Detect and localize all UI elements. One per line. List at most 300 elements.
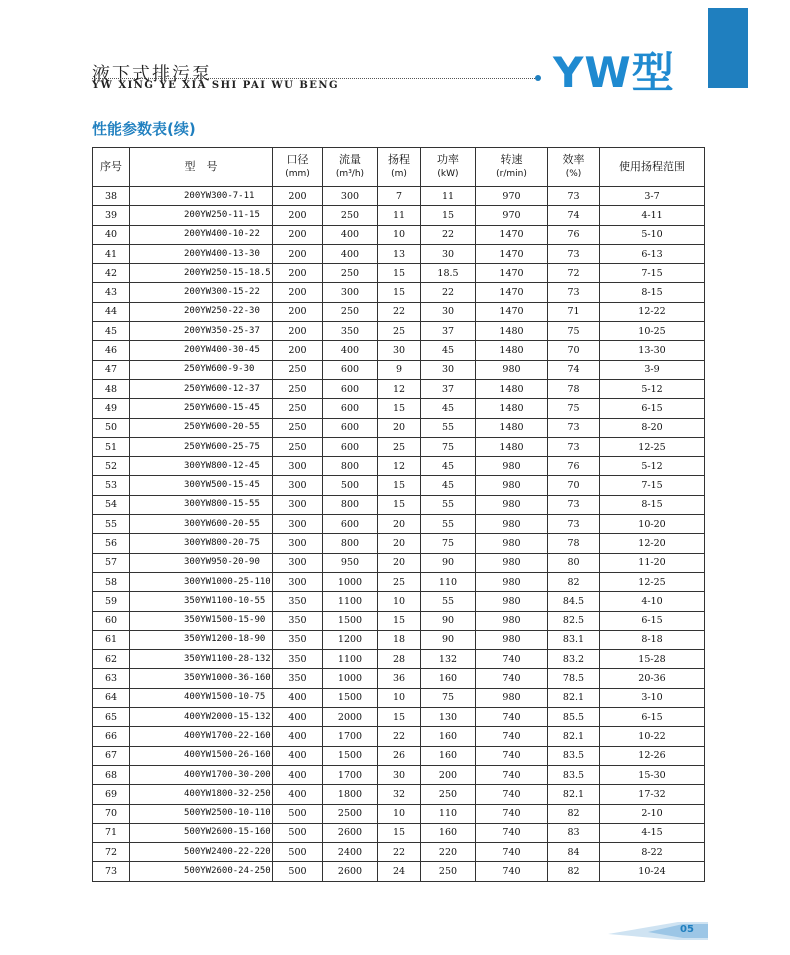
table-cell: 83.2 bbox=[548, 650, 600, 669]
table-cell: 11-20 bbox=[600, 553, 705, 572]
table-cell: 83.5 bbox=[548, 746, 600, 765]
table-cell: 740 bbox=[476, 823, 548, 842]
table-cell: 300YW800-20-75 bbox=[130, 534, 273, 553]
table-cell: 740 bbox=[476, 785, 548, 804]
table-cell: 740 bbox=[476, 843, 548, 862]
table-cell: 1000 bbox=[323, 572, 378, 591]
table-cell: 500 bbox=[273, 862, 323, 881]
table-cell: 980 bbox=[476, 360, 548, 379]
table-cell: 15 bbox=[378, 708, 421, 727]
table-cell: 300 bbox=[273, 534, 323, 553]
table-cell: 740 bbox=[476, 804, 548, 823]
table-cell: 40 bbox=[93, 225, 130, 244]
table-cell: 1470 bbox=[476, 302, 548, 321]
table-cell: 68 bbox=[93, 765, 130, 784]
table-cell: 5-12 bbox=[600, 457, 705, 476]
table-cell: 2600 bbox=[323, 823, 378, 842]
table-cell: 600 bbox=[323, 379, 378, 398]
table-cell: 41 bbox=[93, 244, 130, 263]
table-cell: 25 bbox=[378, 437, 421, 456]
table-cell: 46 bbox=[93, 341, 130, 360]
column-header bbox=[130, 148, 273, 187]
table-cell: 250 bbox=[273, 399, 323, 418]
table-cell: 3-7 bbox=[600, 187, 705, 206]
column-header-label: 流量 bbox=[339, 153, 361, 166]
table-cell: 20 bbox=[378, 534, 421, 553]
table-cell: 24 bbox=[378, 862, 421, 881]
table-cell: 2-10 bbox=[600, 804, 705, 823]
table-cell: 1480 bbox=[476, 437, 548, 456]
table-cell: 82.1 bbox=[548, 785, 600, 804]
table-cell: 250YW600-15-45 bbox=[130, 399, 273, 418]
table-cell: 1500 bbox=[323, 611, 378, 630]
table-cell: 970 bbox=[476, 187, 548, 206]
column-header-unit: (r/min) bbox=[496, 169, 527, 179]
table-cell: 83 bbox=[548, 823, 600, 842]
table-cell: 250 bbox=[273, 418, 323, 437]
table-cell: 70 bbox=[93, 804, 130, 823]
table-cell: 200 bbox=[273, 225, 323, 244]
table-cell: 500 bbox=[273, 804, 323, 823]
table-cell: 43 bbox=[93, 283, 130, 302]
table-cell: 980 bbox=[476, 476, 548, 495]
table-cell: 250 bbox=[273, 437, 323, 456]
table-cell: 400 bbox=[273, 746, 323, 765]
table-cell: 74 bbox=[548, 206, 600, 225]
table-cell: 300YW800-15-55 bbox=[130, 495, 273, 514]
table-cell: 4-10 bbox=[600, 592, 705, 611]
table-cell: 73 bbox=[548, 437, 600, 456]
table-row bbox=[93, 476, 705, 495]
table-cell: 350YW1500-15-90 bbox=[130, 611, 273, 630]
table-cell: 4-15 bbox=[600, 823, 705, 842]
table-cell: 70 bbox=[548, 476, 600, 495]
table-cell: 980 bbox=[476, 592, 548, 611]
table-cell: 71 bbox=[548, 302, 600, 321]
table-cell: 12-22 bbox=[600, 302, 705, 321]
column-header bbox=[378, 148, 421, 187]
table-cell: 1700 bbox=[323, 727, 378, 746]
table-cell: 48 bbox=[93, 379, 130, 398]
table-cell: 59 bbox=[93, 592, 130, 611]
table-cell: 200 bbox=[273, 341, 323, 360]
table-cell: 90 bbox=[421, 611, 476, 630]
table-cell: 3-10 bbox=[600, 688, 705, 707]
table-cell: 400YW1700-30-200 bbox=[130, 765, 273, 784]
column-header-unit: (mm) bbox=[285, 169, 310, 179]
performance-table bbox=[92, 147, 705, 882]
table-cell: 250YW600-9-30 bbox=[130, 360, 273, 379]
table-cell: 44 bbox=[93, 302, 130, 321]
table-cell: 600 bbox=[323, 360, 378, 379]
table-cell: 1480 bbox=[476, 418, 548, 437]
table-cell: 980 bbox=[476, 611, 548, 630]
table-cell: 75 bbox=[421, 688, 476, 707]
table-row bbox=[93, 495, 705, 514]
table-cell: 13-30 bbox=[600, 341, 705, 360]
table-row bbox=[93, 379, 705, 398]
table-cell: 350 bbox=[273, 630, 323, 649]
table-cell: 740 bbox=[476, 650, 548, 669]
table-cell: 400 bbox=[273, 708, 323, 727]
table-cell: 2400 bbox=[323, 843, 378, 862]
table-cell: 72 bbox=[548, 264, 600, 283]
table-cell: 20-36 bbox=[600, 669, 705, 688]
table-cell: 70 bbox=[548, 341, 600, 360]
table-cell: 15 bbox=[378, 611, 421, 630]
table-cell: 980 bbox=[476, 457, 548, 476]
column-header-unit: (kW) bbox=[437, 169, 459, 179]
table-cell: 1700 bbox=[323, 765, 378, 784]
table-cell: 12-20 bbox=[600, 534, 705, 553]
table-cell: 90 bbox=[421, 630, 476, 649]
table-cell: 7-15 bbox=[600, 476, 705, 495]
table-cell: 300YW600-20-55 bbox=[130, 515, 273, 534]
table-cell: 6-15 bbox=[600, 399, 705, 418]
table-cell: 8-15 bbox=[600, 283, 705, 302]
table-cell: 61 bbox=[93, 630, 130, 649]
table-cell: 500 bbox=[323, 476, 378, 495]
table-cell: 37 bbox=[421, 322, 476, 341]
table-cell: 10-22 bbox=[600, 727, 705, 746]
table-cell: 160 bbox=[421, 727, 476, 746]
table-cell: 600 bbox=[323, 399, 378, 418]
table-cell: 200 bbox=[273, 322, 323, 341]
table-cell: 400 bbox=[273, 727, 323, 746]
decorative-side-bar bbox=[708, 8, 748, 88]
table-cell: 350YW1200-18-90 bbox=[130, 630, 273, 649]
table-cell: 300 bbox=[323, 187, 378, 206]
table-cell: 350 bbox=[323, 322, 378, 341]
table-cell: 83.1 bbox=[548, 630, 600, 649]
page-number: 05 bbox=[680, 924, 694, 935]
column-header bbox=[476, 148, 548, 187]
column-header-label: 使用扬程范围 bbox=[619, 160, 685, 173]
table-row bbox=[93, 322, 705, 341]
table-row bbox=[93, 688, 705, 707]
table-cell: 200YW350-25-37 bbox=[130, 322, 273, 341]
table-cell: 75 bbox=[548, 399, 600, 418]
table-row bbox=[93, 187, 705, 206]
type-mark: YW型 bbox=[553, 48, 675, 97]
table-cell: 200 bbox=[273, 264, 323, 283]
table-cell: 45 bbox=[421, 457, 476, 476]
table-cell: 200YW250-11-15 bbox=[130, 206, 273, 225]
table-cell: 1200 bbox=[323, 630, 378, 649]
column-header-label: 功率 bbox=[437, 153, 459, 166]
table-cell: 73 bbox=[548, 283, 600, 302]
table-body bbox=[93, 187, 705, 882]
table-cell: 10 bbox=[378, 225, 421, 244]
table-cell: 18 bbox=[378, 630, 421, 649]
table-cell: 980 bbox=[476, 495, 548, 514]
table-cell: 1470 bbox=[476, 283, 548, 302]
table-cell: 60 bbox=[93, 611, 130, 630]
table-cell: 7 bbox=[378, 187, 421, 206]
table-cell: 800 bbox=[323, 495, 378, 514]
table-row bbox=[93, 283, 705, 302]
table-cell: 110 bbox=[421, 804, 476, 823]
table-cell: 75 bbox=[421, 534, 476, 553]
table-cell: 250 bbox=[323, 302, 378, 321]
table-cell: 160 bbox=[421, 669, 476, 688]
column-header-label: 扬程 bbox=[388, 153, 410, 166]
table-cell: 76 bbox=[548, 457, 600, 476]
table-cell: 800 bbox=[323, 457, 378, 476]
table-cell: 15 bbox=[378, 264, 421, 283]
table-cell: 22 bbox=[378, 302, 421, 321]
table-row bbox=[93, 515, 705, 534]
table-cell: 200YW300-7-11 bbox=[130, 187, 273, 206]
table-cell: 82.5 bbox=[548, 611, 600, 630]
column-header bbox=[93, 148, 130, 187]
table-cell: 54 bbox=[93, 495, 130, 514]
table-cell: 300YW950-20-90 bbox=[130, 553, 273, 572]
table-cell: 1480 bbox=[476, 322, 548, 341]
table-cell: 71 bbox=[93, 823, 130, 842]
table-cell: 250 bbox=[273, 379, 323, 398]
table-row bbox=[93, 553, 705, 572]
table-cell: 8-18 bbox=[600, 630, 705, 649]
table-cell: 78.5 bbox=[548, 669, 600, 688]
table-cell: 1480 bbox=[476, 379, 548, 398]
table-row bbox=[93, 669, 705, 688]
table-cell: 250 bbox=[421, 862, 476, 881]
table-cell: 740 bbox=[476, 708, 548, 727]
table-cell: 30 bbox=[378, 341, 421, 360]
table-cell: 47 bbox=[93, 360, 130, 379]
table-cell: 800 bbox=[323, 534, 378, 553]
table-cell: 83.5 bbox=[548, 765, 600, 784]
table-cell: 500YW2600-24-250 bbox=[130, 862, 273, 881]
table-cell: 78 bbox=[548, 379, 600, 398]
table-row bbox=[93, 804, 705, 823]
table-cell: 15-28 bbox=[600, 650, 705, 669]
table-cell: 600 bbox=[323, 515, 378, 534]
table-row bbox=[93, 437, 705, 456]
table-cell: 90 bbox=[421, 553, 476, 572]
table-cell: 15 bbox=[378, 283, 421, 302]
table-row bbox=[93, 823, 705, 842]
table-cell: 160 bbox=[421, 823, 476, 842]
column-header bbox=[548, 148, 600, 187]
table-cell: 57 bbox=[93, 553, 130, 572]
table-cell: 200YW400-13-30 bbox=[130, 244, 273, 263]
table-cell: 980 bbox=[476, 515, 548, 534]
table-cell: 82 bbox=[548, 862, 600, 881]
table-row bbox=[93, 630, 705, 649]
table-cell: 20 bbox=[378, 418, 421, 437]
table-cell: 130 bbox=[421, 708, 476, 727]
table-cell: 82.1 bbox=[548, 688, 600, 707]
table-row bbox=[93, 650, 705, 669]
table-cell: 250YW600-12-37 bbox=[130, 379, 273, 398]
table-cell: 350YW1100-28-132 bbox=[130, 650, 273, 669]
header-row bbox=[93, 148, 705, 187]
table-cell: 500YW2500-10-110 bbox=[130, 804, 273, 823]
table-cell: 85.5 bbox=[548, 708, 600, 727]
table-cell: 980 bbox=[476, 572, 548, 591]
table-cell: 50 bbox=[93, 418, 130, 437]
table-cell: 1480 bbox=[476, 399, 548, 418]
column-header-unit: (%) bbox=[565, 169, 582, 179]
table-cell: 8-20 bbox=[600, 418, 705, 437]
table-cell: 11 bbox=[378, 206, 421, 225]
table-cell: 300 bbox=[273, 457, 323, 476]
table-cell: 400 bbox=[323, 225, 378, 244]
table-cell: 300 bbox=[273, 515, 323, 534]
table-cell: 300 bbox=[273, 476, 323, 495]
table-cell: 1500 bbox=[323, 688, 378, 707]
divider-dot bbox=[535, 75, 541, 81]
table-cell: 78 bbox=[548, 534, 600, 553]
table-cell: 400YW1500-26-160 bbox=[130, 746, 273, 765]
table-cell: 980 bbox=[476, 534, 548, 553]
table-row bbox=[93, 302, 705, 321]
table-cell: 500YW2600-15-160 bbox=[130, 823, 273, 842]
table-cell: 400YW1700-22-160 bbox=[130, 727, 273, 746]
table-row bbox=[93, 843, 705, 862]
table-cell: 600 bbox=[323, 418, 378, 437]
table-cell: 20 bbox=[378, 553, 421, 572]
table-cell: 58 bbox=[93, 572, 130, 591]
table-cell: 55 bbox=[421, 515, 476, 534]
table-cell: 39 bbox=[93, 206, 130, 225]
table-cell: 250YW600-20-55 bbox=[130, 418, 273, 437]
table-cell: 45 bbox=[421, 399, 476, 418]
table-cell: 1100 bbox=[323, 650, 378, 669]
table-cell: 38 bbox=[93, 187, 130, 206]
table-cell: 250 bbox=[323, 206, 378, 225]
table-cell: 17-32 bbox=[600, 785, 705, 804]
table-cell: 1470 bbox=[476, 244, 548, 263]
table-cell: 73 bbox=[548, 515, 600, 534]
table-cell: 55 bbox=[93, 515, 130, 534]
table-cell: 1500 bbox=[323, 746, 378, 765]
table-cell: 250 bbox=[323, 264, 378, 283]
section-title: 性能参数表(续) bbox=[92, 120, 196, 138]
table-cell: 18.5 bbox=[421, 264, 476, 283]
table-cell: 45 bbox=[93, 322, 130, 341]
table-cell: 980 bbox=[476, 553, 548, 572]
column-header-label: 序号 bbox=[100, 160, 122, 173]
table-cell: 200YW250-22-30 bbox=[130, 302, 273, 321]
table-cell: 400 bbox=[323, 341, 378, 360]
table-cell: 400 bbox=[273, 765, 323, 784]
table-cell: 8-22 bbox=[600, 843, 705, 862]
table-cell: 400 bbox=[323, 244, 378, 263]
table-cell: 300YW500-15-45 bbox=[130, 476, 273, 495]
table-cell: 55 bbox=[421, 418, 476, 437]
table-cell: 66 bbox=[93, 727, 130, 746]
table-cell: 1100 bbox=[323, 592, 378, 611]
table-row bbox=[93, 360, 705, 379]
table-cell: 8-15 bbox=[600, 495, 705, 514]
table-cell: 45 bbox=[421, 341, 476, 360]
table-cell: 500 bbox=[273, 823, 323, 842]
table-cell: 45 bbox=[421, 476, 476, 495]
table-cell: 55 bbox=[421, 592, 476, 611]
table-cell: 200YW400-30-45 bbox=[130, 341, 273, 360]
column-header-label: 口径 bbox=[286, 153, 309, 166]
table-row bbox=[93, 592, 705, 611]
column-header-label: 转速 bbox=[500, 153, 523, 166]
table-cell: 76 bbox=[548, 225, 600, 244]
table-cell: 200YW250-15-18.5 bbox=[130, 264, 273, 283]
table-cell: 73 bbox=[93, 862, 130, 881]
table-cell: 72 bbox=[93, 843, 130, 862]
table-cell: 132 bbox=[421, 650, 476, 669]
table-cell: 200 bbox=[273, 283, 323, 302]
table-cell: 15 bbox=[421, 206, 476, 225]
table-cell: 970 bbox=[476, 206, 548, 225]
table-cell: 80 bbox=[548, 553, 600, 572]
table-cell: 15 bbox=[378, 823, 421, 842]
table-cell: 73 bbox=[548, 495, 600, 514]
table-cell: 11 bbox=[421, 187, 476, 206]
table-cell: 10-25 bbox=[600, 322, 705, 341]
table-cell: 250YW600-25-75 bbox=[130, 437, 273, 456]
table-cell: 200 bbox=[273, 187, 323, 206]
table-cell: 30 bbox=[421, 360, 476, 379]
table-cell: 200 bbox=[273, 244, 323, 263]
table-row bbox=[93, 727, 705, 746]
table-row bbox=[93, 534, 705, 553]
table-cell: 22 bbox=[421, 283, 476, 302]
table-cell: 350YW1000-36-160 bbox=[130, 669, 273, 688]
table-cell: 400YW1500-10-75 bbox=[130, 688, 273, 707]
table-cell: 740 bbox=[476, 765, 548, 784]
table-cell: 56 bbox=[93, 534, 130, 553]
table-cell: 500 bbox=[273, 843, 323, 862]
table-cell: 30 bbox=[421, 302, 476, 321]
table-cell: 1470 bbox=[476, 225, 548, 244]
table-cell: 73 bbox=[548, 187, 600, 206]
table-cell: 22 bbox=[378, 727, 421, 746]
table-cell: 82.1 bbox=[548, 727, 600, 746]
table-cell: 980 bbox=[476, 688, 548, 707]
table-row bbox=[93, 785, 705, 804]
table-cell: 350YW1100-10-55 bbox=[130, 592, 273, 611]
table-cell: 740 bbox=[476, 669, 548, 688]
table-cell: 52 bbox=[93, 457, 130, 476]
table-row bbox=[93, 572, 705, 591]
table-cell: 2000 bbox=[323, 708, 378, 727]
table-cell: 300 bbox=[273, 495, 323, 514]
table-cell: 980 bbox=[476, 630, 548, 649]
table-cell: 300 bbox=[323, 283, 378, 302]
table-row bbox=[93, 264, 705, 283]
table-cell: 250 bbox=[273, 360, 323, 379]
table-cell: 12-25 bbox=[600, 437, 705, 456]
table-cell: 37 bbox=[421, 379, 476, 398]
table-row bbox=[93, 225, 705, 244]
table-cell: 7-15 bbox=[600, 264, 705, 283]
header-divider bbox=[92, 78, 537, 79]
table-cell: 300YW1000-25-110 bbox=[130, 572, 273, 591]
table-cell: 740 bbox=[476, 727, 548, 746]
table-row bbox=[93, 341, 705, 360]
table-cell: 10 bbox=[378, 688, 421, 707]
table-cell: 67 bbox=[93, 746, 130, 765]
table-cell: 25 bbox=[378, 572, 421, 591]
table-cell: 12-26 bbox=[600, 746, 705, 765]
table-row bbox=[93, 206, 705, 225]
table-cell: 15 bbox=[378, 495, 421, 514]
table-cell: 75 bbox=[421, 437, 476, 456]
table-cell: 400YW1800-32-250 bbox=[130, 785, 273, 804]
table-cell: 9 bbox=[378, 360, 421, 379]
